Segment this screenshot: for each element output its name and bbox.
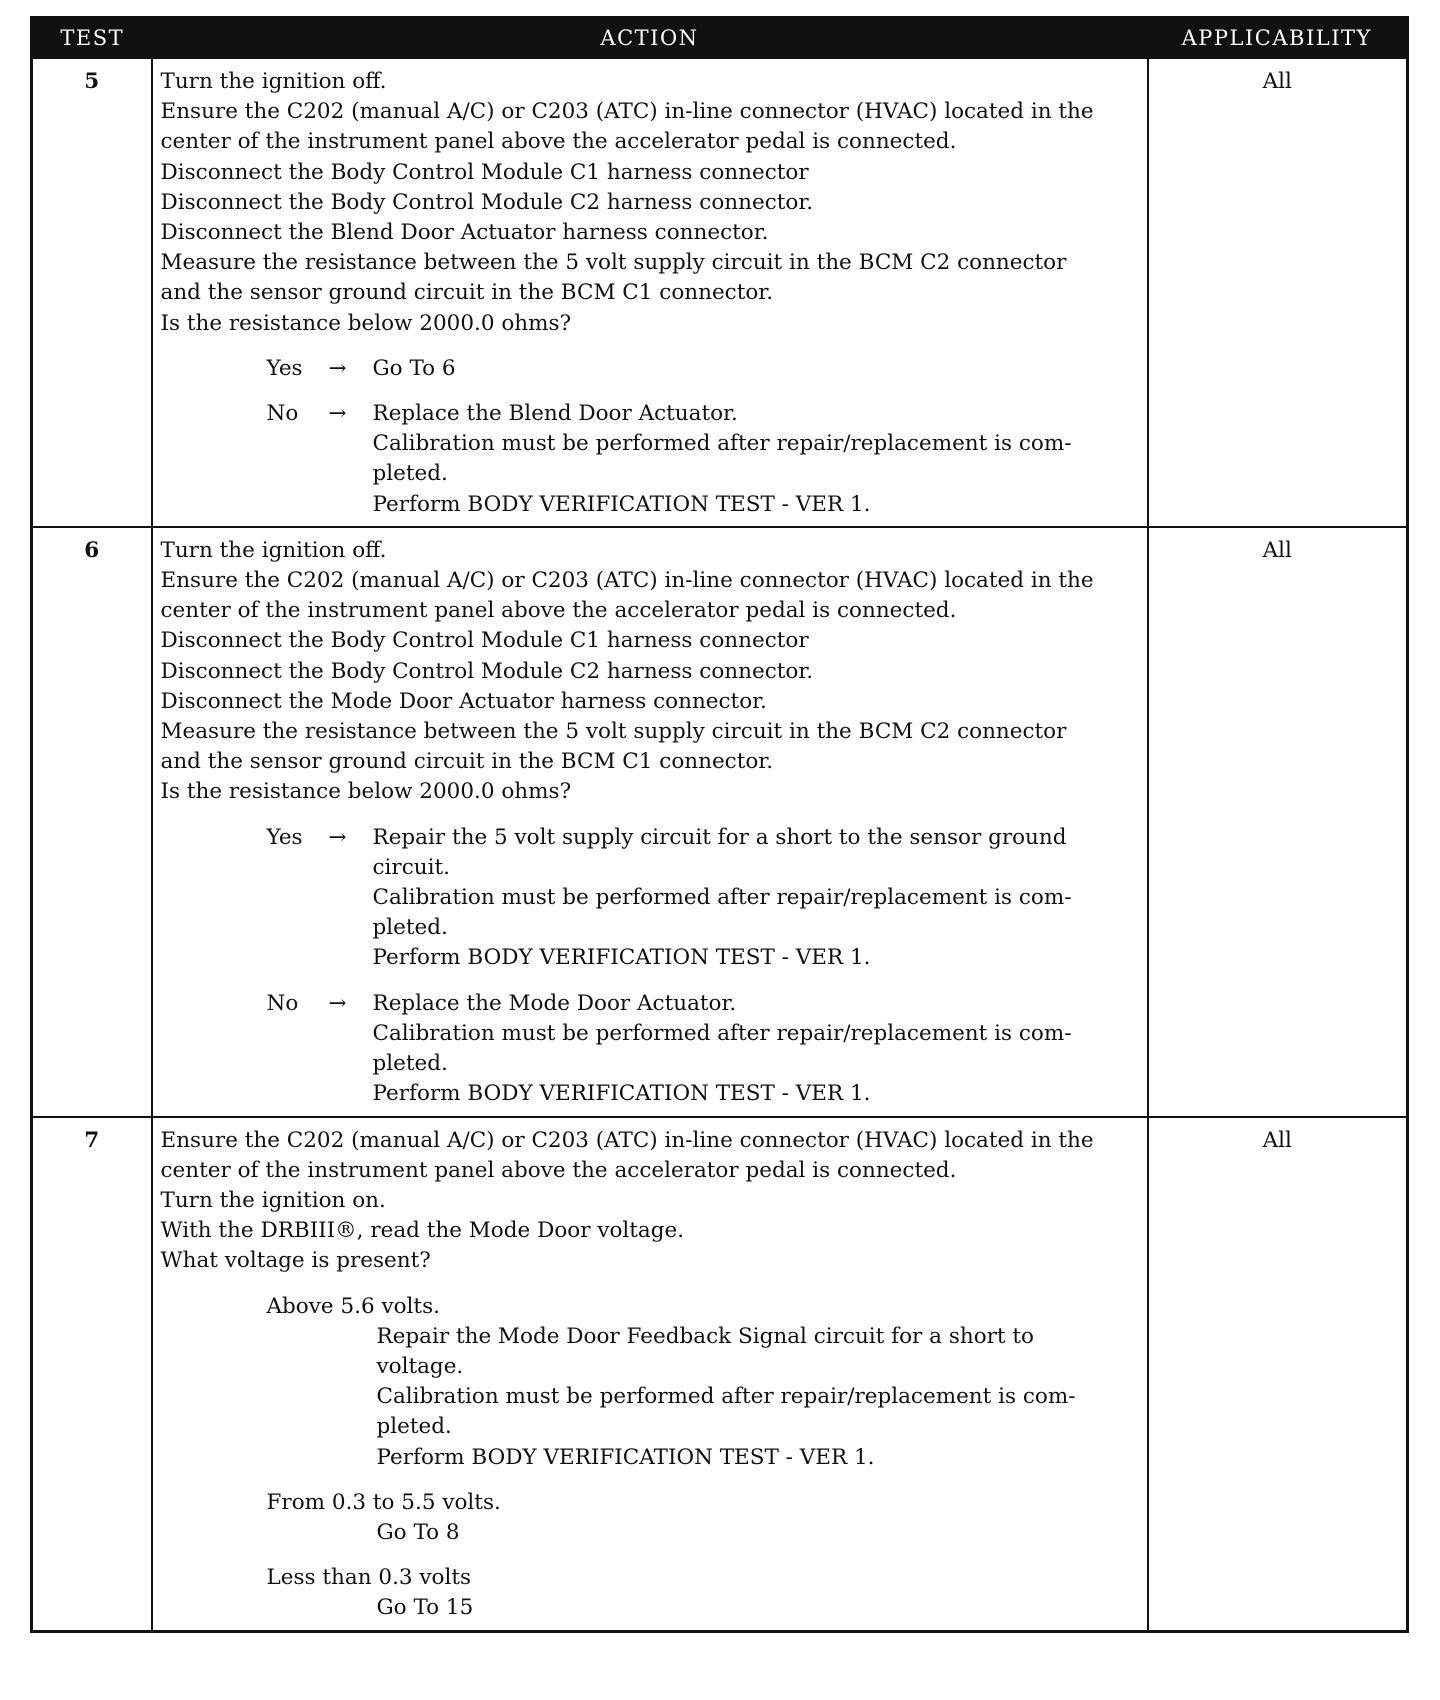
range-label: Less than 0.3 volts bbox=[266, 1565, 472, 1591]
outcome-no bbox=[267, 399, 1139, 520]
outcome-label: No bbox=[266, 990, 299, 1016]
outcome-yes bbox=[267, 823, 1139, 974]
arrow-icon: → bbox=[328, 824, 347, 850]
diagnostic-test-table bbox=[30, 16, 1409, 1633]
outcome-line: circuit. bbox=[372, 854, 450, 880]
range-line: Perform BODY VERIFICATION TEST - VER 1. bbox=[376, 1444, 875, 1470]
range-line: Go To 8 bbox=[376, 1519, 460, 1545]
header-test: TEST bbox=[32, 18, 152, 59]
step-line: Is the resistance below 2000.0 ohms? bbox=[160, 779, 572, 805]
step-line: Measure the resistance between the 5 volt supply circuit in the BCM C2 connector bbox=[160, 250, 1067, 276]
step-line: With the DRBIII®, read the Mode Door voltage. bbox=[160, 1218, 685, 1244]
step-line: and the sensor ground circuit in the BCM C1 connector. bbox=[160, 280, 774, 306]
arrow-icon: → bbox=[328, 401, 347, 427]
step-line: Disconnect the Body Control Module C2 harness connector. bbox=[160, 658, 814, 684]
step-line: Disconnect the Body Control Module C1 harness connector bbox=[160, 159, 809, 185]
step-line: center of the instrument panel above the accelerator pedal is connected. bbox=[160, 598, 957, 624]
range-line: Go To 15 bbox=[376, 1595, 474, 1621]
step-line: Disconnect the Body Control Module C1 harness connector bbox=[160, 628, 809, 654]
outcome-label: Yes bbox=[266, 824, 303, 850]
applicability-value: All bbox=[1148, 58, 1408, 527]
step-line: Ensure the C202 (manual A/C) or C203 (ATC) in-line connector (HVAC) located in the bbox=[160, 1127, 1094, 1153]
step-line: center of the instrument panel above the accelerator pedal is connected. bbox=[160, 129, 957, 155]
outcome-yes bbox=[267, 354, 1139, 384]
step-line: center of the instrument panel above the accelerator pedal is connected. bbox=[160, 1157, 957, 1183]
outcome-line: Calibration must be performed after repair/replacement is com- bbox=[372, 885, 1072, 911]
outcome-line: Replace the Mode Door Actuator. bbox=[372, 990, 737, 1016]
test-number: 6 bbox=[32, 527, 152, 1117]
test-row-7 bbox=[32, 1117, 1408, 1632]
outcome-label: Yes bbox=[266, 355, 303, 381]
step-line: Disconnect the Mode Door Actuator harness connector. bbox=[160, 688, 767, 714]
outcome-line: Perform BODY VERIFICATION TEST - VER 1. bbox=[372, 1081, 871, 1107]
range-line: voltage. bbox=[376, 1353, 464, 1379]
header-action: ACTION bbox=[152, 18, 1148, 59]
outcome-line: pleted. bbox=[372, 1051, 448, 1077]
outcome-label: No bbox=[266, 401, 299, 427]
range-label: From 0.3 to 5.5 volts. bbox=[266, 1489, 501, 1515]
header-applicability: APPLICABILITY bbox=[1148, 18, 1408, 59]
range-0-3-to-5-5 bbox=[267, 1488, 1139, 1548]
step-line: and the sensor ground circuit in the BCM C1 connector. bbox=[160, 749, 774, 775]
step-line: Measure the resistance between the 5 volt supply circuit in the BCM C2 connector bbox=[160, 719, 1067, 745]
range-above-5-6 bbox=[267, 1292, 1139, 1473]
table-header bbox=[32, 18, 1408, 59]
outcome-line: Calibration must be performed after repair/replacement is com- bbox=[372, 1020, 1072, 1046]
test-row-5 bbox=[32, 58, 1408, 527]
step-line: Ensure the C202 (manual A/C) or C203 (ATC) in-line connector (HVAC) located in the bbox=[160, 99, 1094, 125]
outcome-line: Perform BODY VERIFICATION TEST - VER 1. bbox=[372, 491, 871, 517]
step-line: What voltage is present? bbox=[160, 1248, 431, 1274]
step-line: Turn the ignition off. bbox=[160, 69, 387, 94]
outcome-line: Go To 6 bbox=[372, 355, 456, 381]
step-line: Is the resistance below 2000.0 ohms? bbox=[160, 310, 572, 336]
test-number: 5 bbox=[32, 58, 152, 527]
step-line: Disconnect the Body Control Module C2 harness connector. bbox=[160, 189, 814, 215]
applicability-value: All bbox=[1148, 527, 1408, 1117]
range-line: Repair the Mode Door Feedback Signal circuit for a short to bbox=[376, 1323, 1034, 1349]
range-line: pleted. bbox=[376, 1414, 452, 1440]
outcome-line: pleted. bbox=[372, 461, 448, 487]
outcome-line: Repair the 5 volt supply circuit for a short to the sensor ground bbox=[372, 824, 1067, 850]
action-cell bbox=[152, 58, 1148, 527]
test-number: 7 bbox=[32, 1117, 152, 1632]
step-line: Turn the ignition off. bbox=[160, 537, 387, 563]
outcome-line: pleted. bbox=[372, 915, 448, 941]
outcome-line: Perform BODY VERIFICATION TEST - VER 1. bbox=[372, 945, 871, 971]
step-line: Turn the ignition on. bbox=[160, 1187, 386, 1213]
test-row-6 bbox=[32, 527, 1408, 1117]
applicability-value: All bbox=[1148, 1117, 1408, 1632]
step-line: Disconnect the Blend Door Actuator harness connector. bbox=[160, 220, 769, 246]
outcome-no bbox=[267, 989, 1139, 1110]
action-cell bbox=[152, 1117, 1148, 1632]
action-cell bbox=[152, 527, 1148, 1117]
range-line: Calibration must be performed after repair/replacement is com- bbox=[376, 1384, 1076, 1410]
outcome-line: Replace the Blend Door Actuator. bbox=[372, 401, 738, 427]
arrow-icon: → bbox=[328, 990, 347, 1016]
step-line: Ensure the C202 (manual A/C) or C203 (ATC) in-line connector (HVAC) located in the bbox=[160, 568, 1094, 594]
arrow-icon: → bbox=[328, 355, 347, 381]
range-label: Above 5.6 volts. bbox=[266, 1293, 440, 1319]
range-below-0-3 bbox=[267, 1563, 1139, 1623]
outcome-line: Calibration must be performed after repair/replacement is com- bbox=[372, 431, 1072, 457]
